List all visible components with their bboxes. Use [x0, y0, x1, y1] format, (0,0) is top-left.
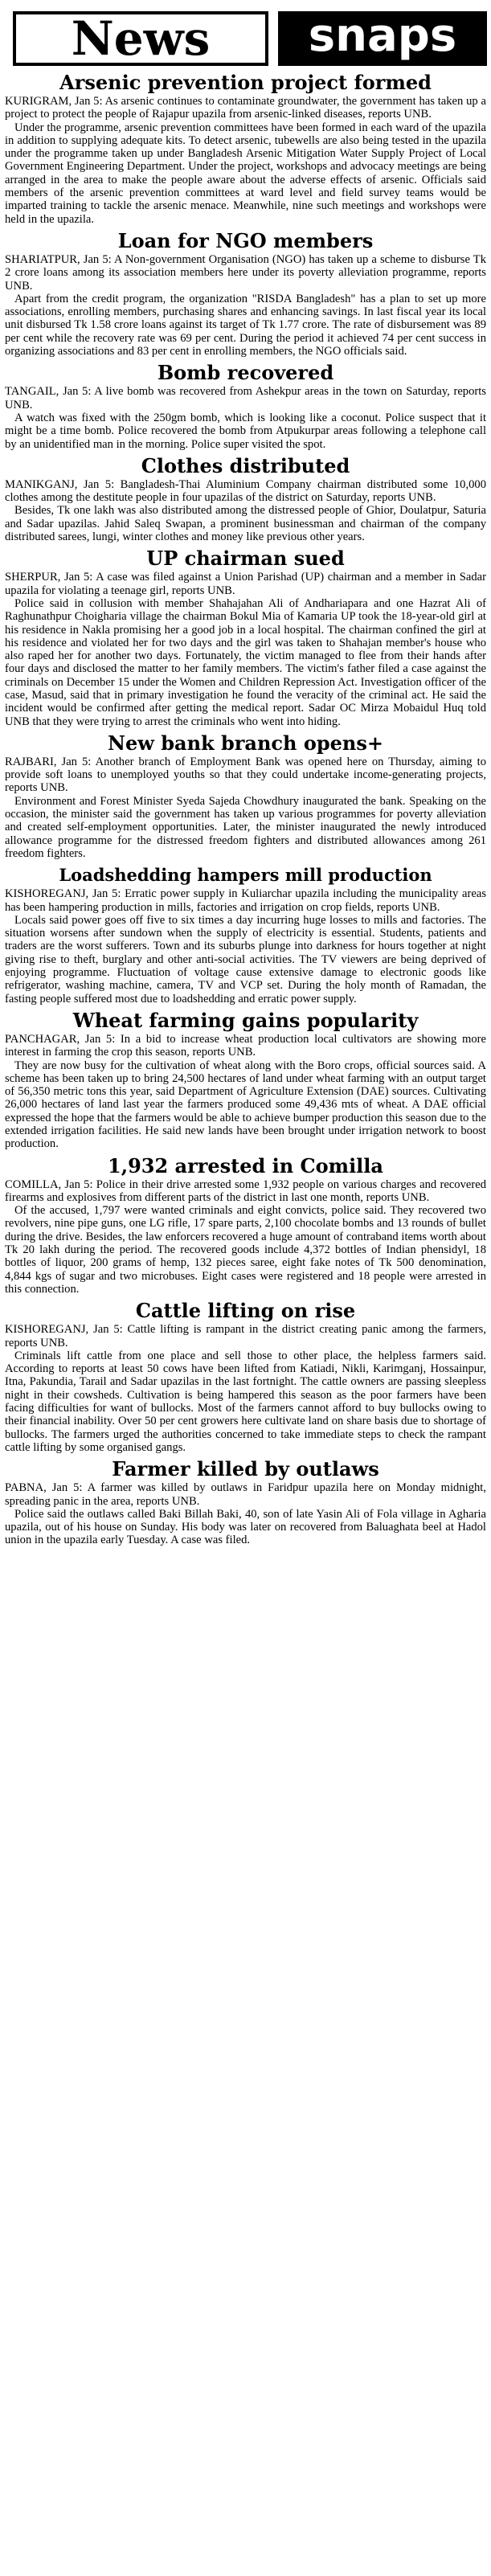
story-paragraph: Police said the outlaws called Baki Billah Baki, 40, son of late Yasin Ali of Fola village in Agharia upazila, out of his house on Sunday. His body was later on recovered from Baluaghata beel at Hadol union in the upazila early Tuesday. A case was filed. — [5, 1507, 486, 1547]
news-story — [5, 71, 486, 226]
story-paragraph: Besides, Tk one lakh was also distributed among the distressed people of Ghior, Doulatpur, Saturia and Sadar upazilas. Jahid Saleq Swapan, a prominent businessman and chairman of the company distributed sarees, lungi, winter clothes and money like previous other years. — [5, 504, 486, 544]
story-paragraph: SHERPUR, Jan 5: A case was filed against a Union Parishad (UP) chairman and a member in Sadar upazila for violating a teenage girl, reports UNB. — [5, 571, 486, 597]
stories-column — [5, 71, 486, 1547]
story-paragraph: TANGAIL, Jan 5: A live bomb was recovered from Ashekpur areas in the town on Saturday, reports UNB. — [5, 385, 486, 412]
masthead — [5, 3, 486, 68]
story-paragraph: Environment and Forest Minister Syeda Sajeda Chowdhury inaugurated the bank. Speaking on the occasion, the minister said the government has taken up various programmes for poverty alleviation and created self-employment opportunities. Later, the minister inaugurated the newly introduced allowance programme for the distressed freedom fighters and distributed allowances among 261 freedom fighters. — [5, 794, 486, 860]
story-paragraph: RAJBARI, Jan 5: Another branch of Employment Bank was opened here on Thursday, aiming to provide soft loans to unemployed youths so that they could undertake income-generating projects, reports UNB. — [5, 755, 486, 795]
story-headline: Farmer killed by outlaws — [112, 1457, 379, 1481]
news-story — [5, 1154, 486, 1296]
news-story — [5, 1299, 486, 1454]
story-headline: UP chairman sued — [146, 547, 345, 571]
story-paragraph: Of the accused, 1,797 were wanted criminals and eight convicts, police said. They recovered two revolvers, nine pipe guns, one LG rifle, 17 spare parts, 2,100 chocolate bombs and 13 rounds of bullet during the drive. Besides, the law enforcers recovered a huge amount of contraband items worth about Tk 20 lakh during the period. The recovered goods include 4,372 bottles of Indian phensidyl, 18 bottles of liquor, 200 grams of hemp, 132 pieces saree, eight fake notes of Tk 500 denomination, 4,844 kgs of sugar and two microbuses. Eight cases were registered and 18 people were arrested in this connection. — [5, 1204, 486, 1296]
story-headline: Loan for NGO members — [117, 228, 374, 252]
story-headline: New bank branch opens+ — [108, 731, 383, 755]
story-paragraph: SHARIATPUR, Jan 5: A Non-government Organisation (NGO) has taken up a scheme to disburse Tk 2 crore loans among its association members here under its poverty alleviation programme, reports UNB. — [5, 252, 486, 293]
news-story — [5, 547, 486, 728]
story-headline: Arsenic prevention project formed — [59, 71, 432, 94]
story-paragraph: KISHOREGANJ, Jan 5: Cattle lifting is rampant in the district creating panic among the farmers, reports UNB. — [5, 1323, 486, 1349]
story-headline: Wheat farming gains popularity — [72, 1008, 419, 1032]
story-paragraph: COMILLA, Jan 5: Police in their drive arrested some 1,932 people on various charges and recovered firearms and explosives from different parts of the district in last one month, reports UNB. — [5, 1177, 486, 1204]
story-paragraph: Police said in collusion with member Shahajahan Ali of Andhariapara and one Hazrat Ali of Raghunathpur Choigharia village the chairman Bokul Mia of Kamaria UP took the 18-year-old girl at his residence in Nakla promising her a good job in a local hospital. The chairman confined the girl at his residence and violated her for two days and the girl was taken to Shahajan member's house who also raped her for another two days. Fortunately, the victim managed to flee from their hands after four days and disclosed the matter to her family members. The victim's father filed a case against the criminals on December 15 under the Women and Children Repression Act. Investigation officer of the case, Masud, said that in primary investigation he found the veracity of the criminal act. He said the incident would be confirmed after getting the medical report. Sadar OC Mirza Mobaidul Huq told UNB that they were trying to arrest the criminals who went into hiding. — [5, 596, 486, 728]
news-story — [5, 1009, 486, 1151]
news-story — [5, 454, 486, 543]
masthead-snaps: snaps — [278, 11, 487, 66]
story-paragraph: KURIGRAM, Jan 5: As arsenic continues to contaminate groundwater, the government has taken up a project to protect the people of Rajapur upazila from arsenic-linked diseases, reports UNB. — [5, 95, 486, 121]
story-paragraph: They are now busy for the cultivation of wheat along with the Boro crops, official sources said. A scheme has been taken up to bring 24,500 hectares of land under wheat farming with an output target of 56,350 metric tons this year, said Department of Agriculture Extension (DAE) sources. Cultivating 26,000 hectares of land last year the farmers produced some 49,436 mts of wheat. A DAE official expressed the hope that the farmers would be able to achieve bumper production this season due to the extended irrigation facilities. He said new lands have been brought under irrigation network to boost production. — [5, 1059, 486, 1151]
masthead-news: News — [13, 11, 268, 66]
story-paragraph: A watch was fixed with the 250gm bomb, which is looking like a coconut. Police suspect that it might be a time bomb. Police recovered the bomb from Atpukurpar areas following a telephone call by an unidentified man in the morning. Police super visited the spot. — [5, 411, 486, 451]
story-paragraph: PABNA, Jan 5: A farmer was killed by outlaws in Faridpur upazila here on Monday midnight, spreading panic in the area, reports UNB. — [5, 1481, 486, 1508]
story-headline: Cattle lifting on rise — [135, 1299, 356, 1323]
story-paragraph: PANCHAGAR, Jan 5: In a bid to increase wheat production local cultivators are showing more interest in farming the crop this season, reports UNB. — [5, 1032, 486, 1059]
news-story — [5, 361, 486, 450]
news-story — [5, 229, 486, 358]
story-headline: Clothes distributed — [141, 453, 350, 477]
story-paragraph: Locals said power goes off five to six times a day incurring huge losses to mills and factories. The situation worsens after sundown when the supply of electricity is essential. Students, patients and traders are the worst sufferers. Town and its suburbs plunge into darkness for hours together at night giving rise to theft, burglary and other anti-social activities. The TV viewers are being deprived of enjoying programme. Fluctuation of voltage cause extensive damage to electronic goods like refrigerator, washing machine, camera, TV and VCP set. During the holy month of Ramadan, the fasting people suffered most due to loadshedding and erratic power supply. — [5, 913, 486, 1005]
story-paragraph: Criminals lift cattle from one place and sell those to other place, the helpless farmers said. According to reports at least 50 cows have been lifted from Katiadi, Nikli, Karimganj, Hossainpur, Itna, Pakundia, Tarail and Sadar upazilas in the last fortnight. The cattle owners are passing sleepless night in their cowsheds. Cultivation is being hampered this season as the poor farmers have been facing difficulties for want of bullocks. Most of the farmers cannot afford to buy bullocks owing to their financial inability. Over 50 per cent growers here cultivate land on share basis due to shortage of bullocks. The farmers urged the authorities concerned to take immediate steps to check the rampant cattle lifting by some organised gangs. — [5, 1349, 486, 1454]
story-paragraph: MANIKGANJ, Jan 5: Bangladesh-Thai Aluminium Company chairman distributed some 10,000 clothes among the destitute people in four upazilas of the district on Saturday, reports UNB. — [5, 477, 486, 505]
story-paragraph: Apart from the credit program, the organization "RISDA Bangladesh" has a plan to set up more associations, enrolling members, purchasing shares and enhancing savings. In last fiscal year its local unit disbursed Tk 1.58 crore loans against its target of Tk 1.77 crore. The rate of disbursement was 89 per cent while the recovery rate was 69 per cent. During the period it achieved 74 per cent success in organizing associations and 83 per cent in enrolling members, the NGO officials said. — [5, 292, 486, 358]
story-paragraph: Under the programme, arsenic prevention committees have been formed in each ward of the upazila in addition to supplying adequate kits. To detect arsenic, tubewells are also being tested in the upazila under the programme taken up under Bangladesh Arsenic Mitigation Water Supply Project of Local Government Engineering Department. Under the project, workshops and advocacy meetings are being arranged in the area to make the people aware about the adverse effects of arsenic. Officials said members of the arsenic prevention committees at ward level and field survey teams would be imparted training to tackle the arsenic menace. Meanwhile, nine such meetings and workshops were held in the upazila. — [5, 121, 486, 226]
story-headline: 1,932 arrested in Comilla — [108, 1153, 383, 1177]
story-paragraph: KISHOREGANJ, Jan 5: Erratic power supply in Kuliarchar upazila including the municipality areas has been hampering production in mills, factories and irrigation on crop fields, reports UNB. — [5, 887, 486, 914]
story-headline: Bomb recovered — [157, 361, 334, 385]
story-headline: Loadshedding hampers mill production — [59, 865, 432, 886]
news-story — [5, 863, 486, 1005]
news-story — [5, 731, 486, 860]
news-story — [5, 1457, 486, 1546]
